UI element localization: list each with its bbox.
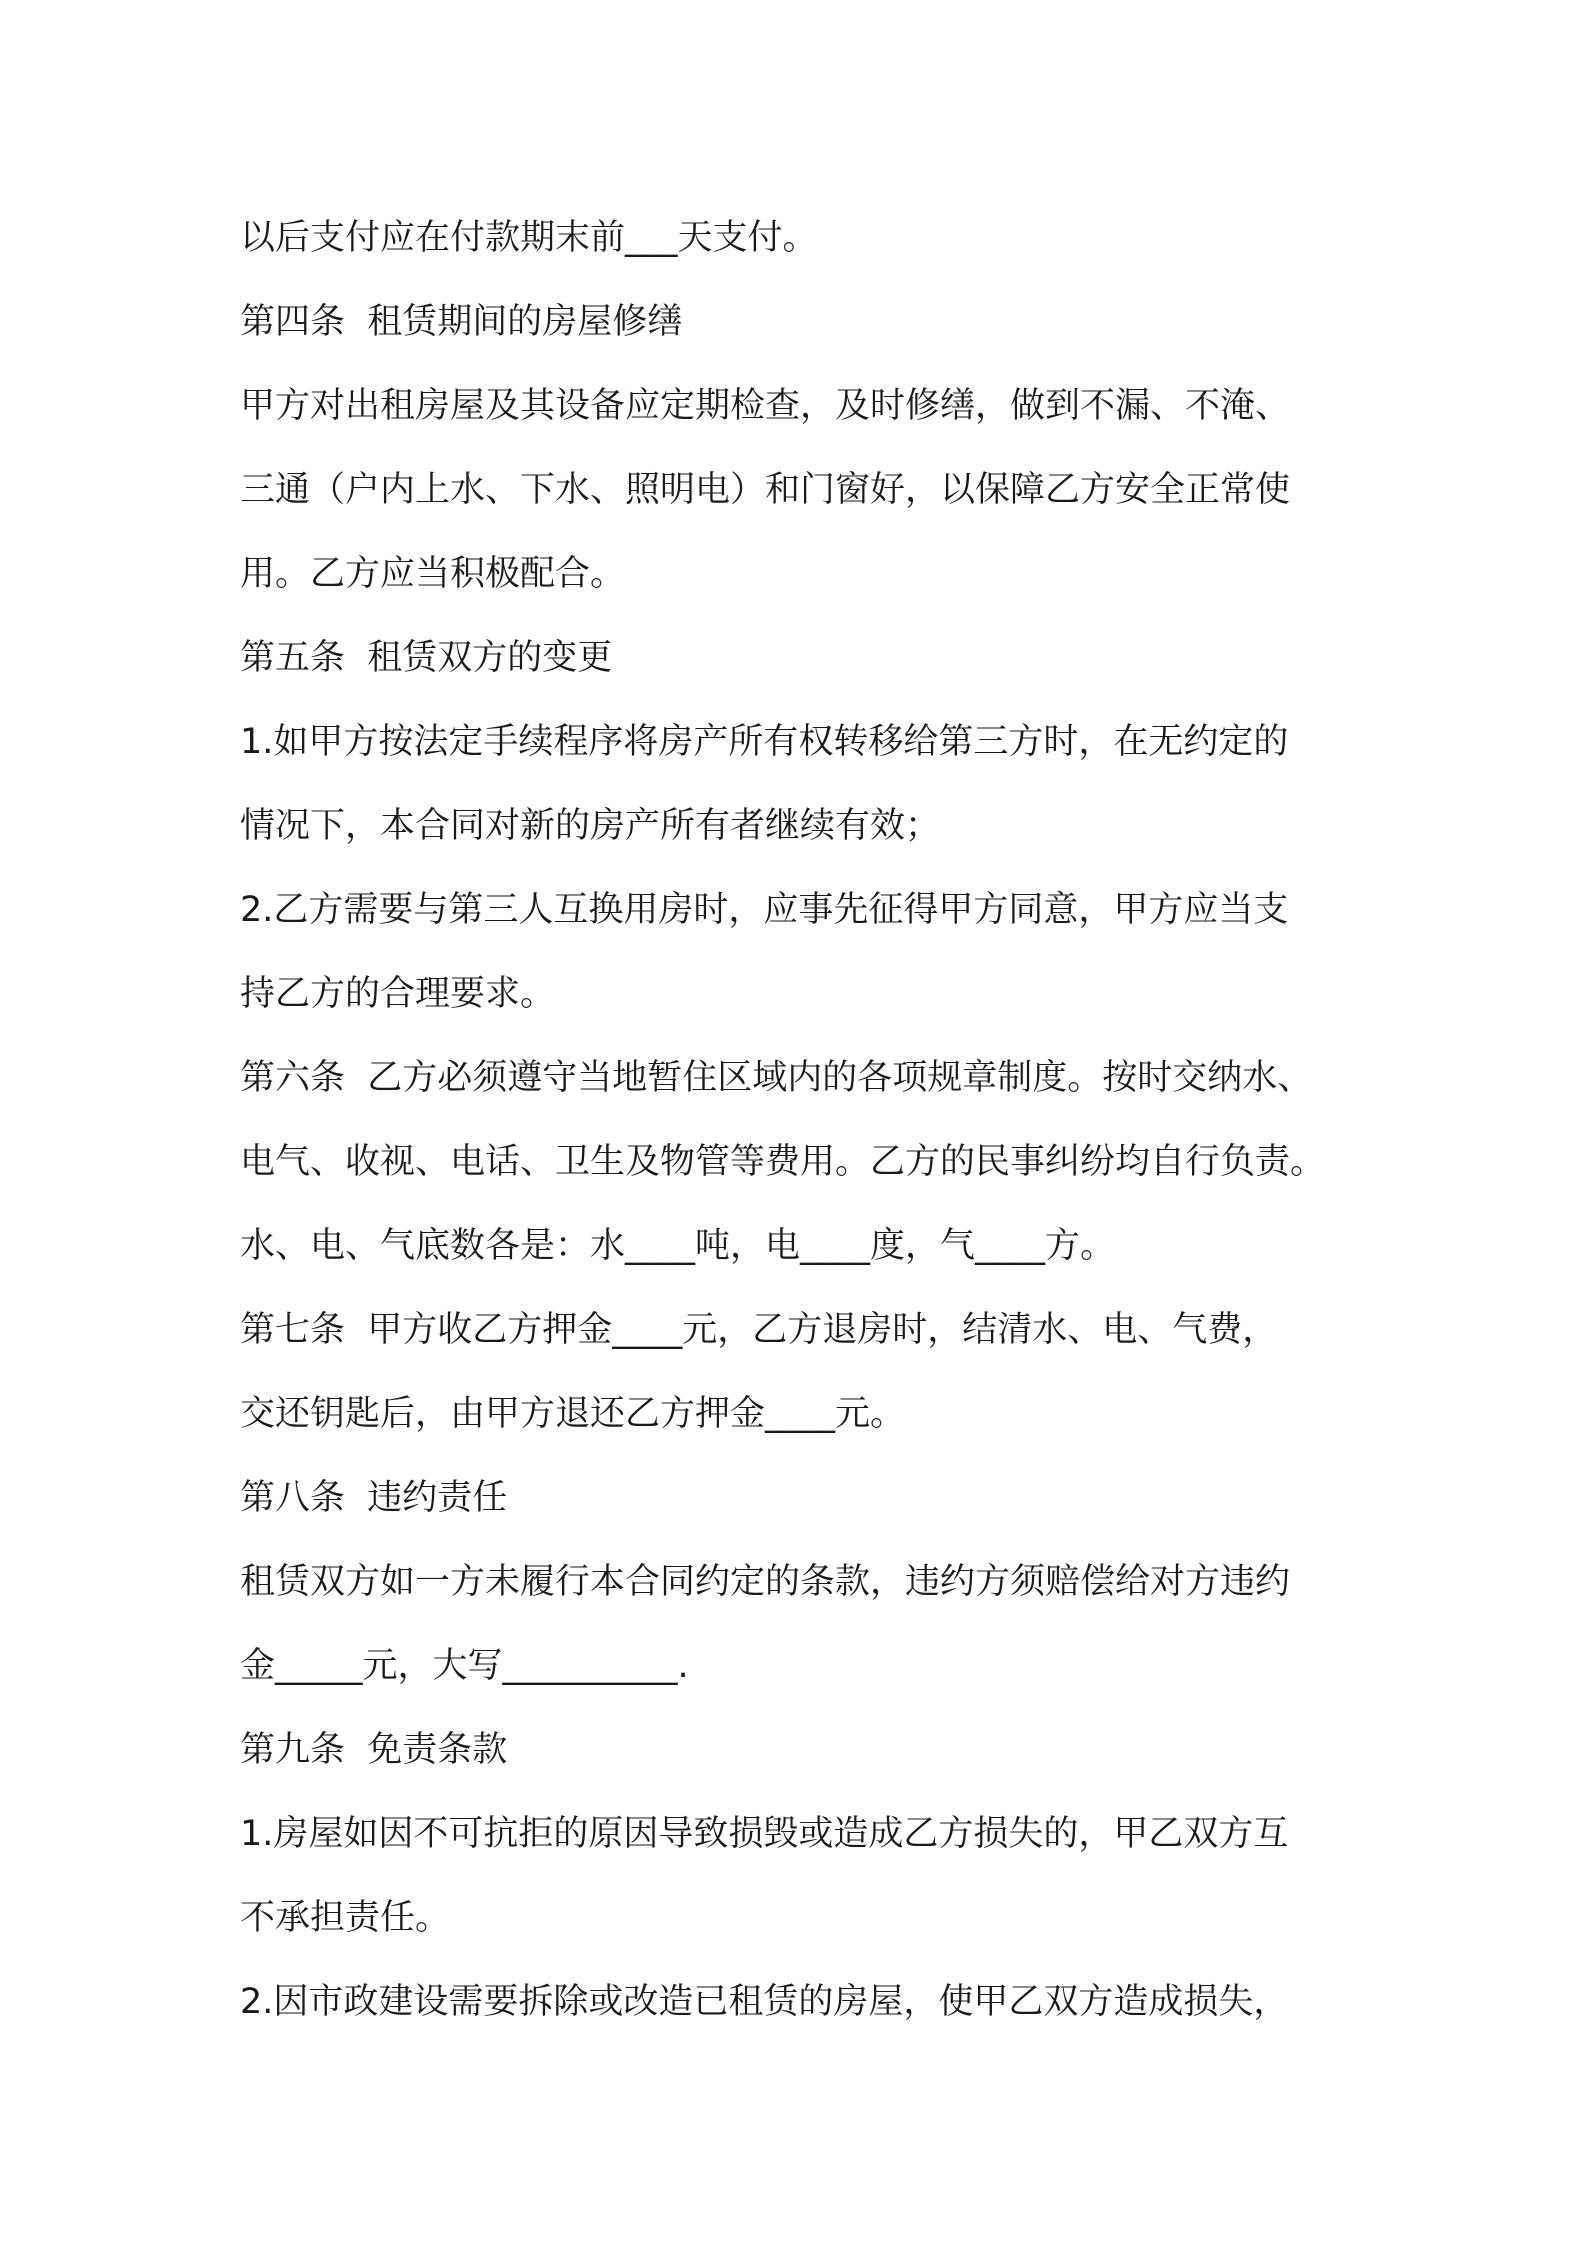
article-9-item-2-line-1: 2.因市政建设需要拆除或改造已租赁的房屋，使甲乙双方造成损失， [240, 1982, 1289, 2022]
article-6-line-2: 电气、收视、电话、卫生及物管等费用。乙方的民事纠纷均自行负责。 [240, 1142, 1326, 1182]
article-9-item-1-line-2: 不承担责任。 [240, 1898, 451, 1938]
article-4-text-line-2: 三通（户内上水、下水、照明电）和门窗好，以保障乙方安全正常使 [240, 470, 1291, 510]
payment-deadline-line: 以后支付应在付款期末前___天支付。 [240, 218, 818, 258]
article-7-line-1: 第七条 甲方收乙方押金____元，乙方退房时，结清水、电、气费， [240, 1310, 1278, 1350]
contract-body [240, 196, 1360, 2044]
article-4-text-line-3: 用。乙方应当积极配合。 [240, 554, 626, 594]
article-5-item-2-line-1: 2.乙方需要与第三人互换用房时，应事先征得甲方同意，甲方应当支 [240, 890, 1289, 930]
article-8-heading: 第八条 违约责任 [240, 1478, 508, 1518]
article-6-line-3: 水、电、气底数各是：水____吨，电____度，气____方。 [240, 1226, 1116, 1266]
article-9-heading: 第九条 免责条款 [240, 1730, 508, 1770]
article-5-item-1-line-2: 情况下，本合同对新的房产所有者继续有效； [240, 806, 941, 846]
article-8-text-line-2: 金_____元，大写__________. [240, 1646, 689, 1686]
article-4-text-line-1: 甲方对出租房屋及其设备应定期检查，及时修缮，做到不漏、不淹、 [240, 386, 1291, 426]
article-5-item-1-line-1: 1.如甲方按法定手续程序将房产所有权转移给第三方时，在无约定的 [240, 722, 1289, 762]
article-9-item-1-line-1: 1.房屋如因不可抗拒的原因导致损毁或造成乙方损失的，甲乙双方互 [240, 1814, 1289, 1854]
article-7-line-2: 交还钥匙后，由甲方退还乙方押金____元。 [240, 1394, 906, 1434]
article-5-heading: 第五条 租赁双方的变更 [240, 638, 613, 678]
article-8-text-line-1: 租赁双方如一方未履行本合同约定的条款，违约方须赔偿给对方违约 [240, 1562, 1291, 1602]
article-4-heading: 第四条 租赁期间的房屋修缮 [240, 302, 683, 342]
article-6-line-1: 第六条 乙方必须遵守当地暂住区域内的各项规章制度。按时交纳水、 [240, 1058, 1313, 1098]
article-5-item-2-line-2: 持乙方的合理要求。 [240, 974, 556, 1014]
